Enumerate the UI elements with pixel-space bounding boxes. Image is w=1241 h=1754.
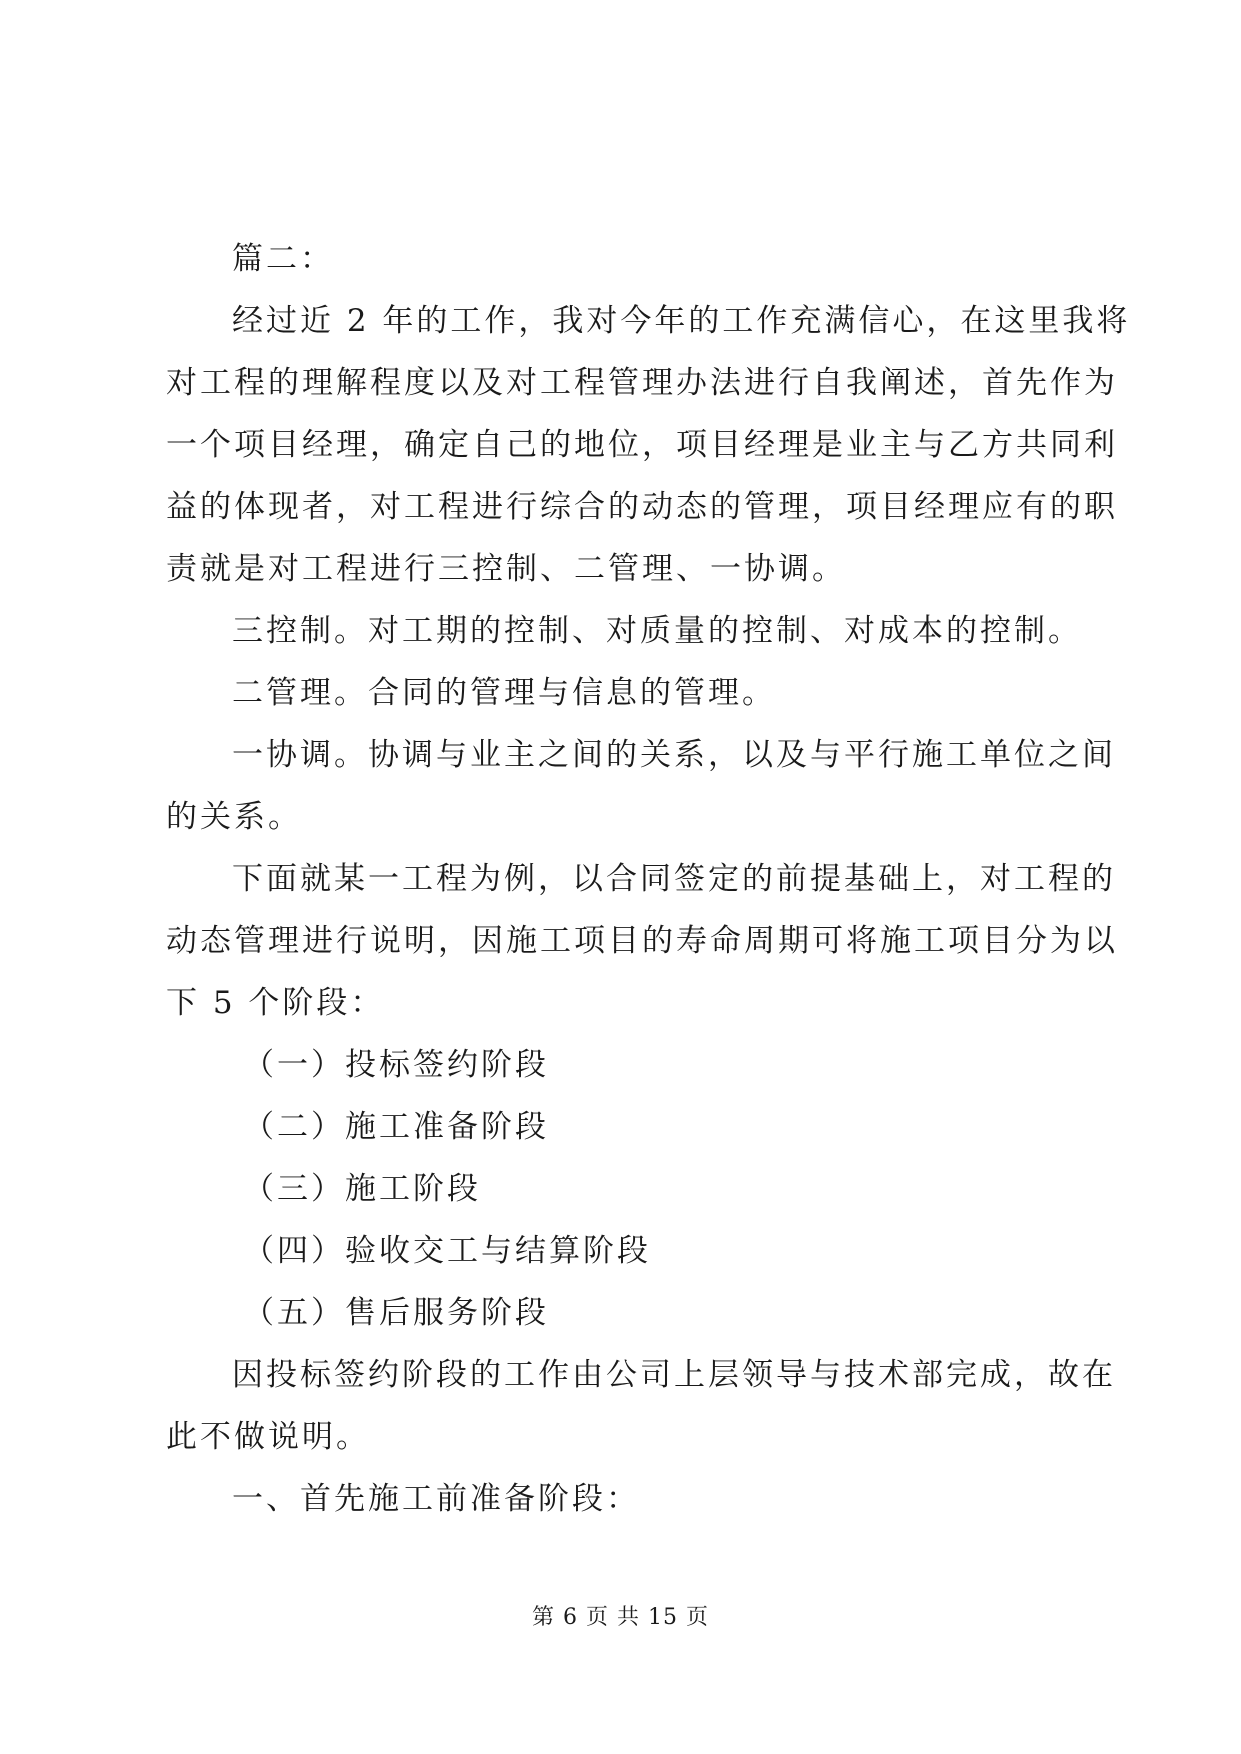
paragraph-intro — [166, 290, 1131, 600]
paragraph-line: 下面就某一工程为例，以合同签定的前提基础上，对工程的 — [232, 861, 1116, 897]
paragraph-stages-intro — [166, 848, 1118, 1034]
document-body — [166, 228, 1131, 1530]
paragraph-line: 此不做说明。 — [166, 1419, 370, 1455]
paragraph-three-controls: 三控制。对工期的控制、对质量的控制、对成本的控制。 — [232, 613, 1082, 649]
paragraph-line: 下 5 个阶段： — [166, 985, 385, 1021]
paragraph-line: 对工程的理解程度以及对工程管理办法进行自我阐述，首先作为 — [166, 365, 1118, 401]
paragraph-line: 一个项目经理，确定自己的地位，项目经理是业主与乙方共同利 — [166, 427, 1118, 463]
stage-list-item: （三）施工阶段 — [243, 1171, 481, 1207]
stage-list — [166, 1034, 1086, 1344]
paragraph-line: 因投标签约阶段的工作由公司上层领导与技术部完成，故在 — [232, 1357, 1116, 1393]
page-number-footer: 第 6 页 共 15 页 — [532, 1605, 709, 1630]
stage-list-item: （二）施工准备阶段 — [243, 1109, 549, 1145]
stage-list-item: （五）售后服务阶段 — [243, 1295, 549, 1331]
stage-list-item: （四）验收交工与结算阶段 — [243, 1233, 651, 1269]
paragraph-line: 责就是对工程进行三控制、二管理、一协调。 — [166, 551, 846, 587]
paragraph-one-coordination — [166, 724, 1116, 848]
paragraph-line: 动态管理进行说明，因施工项目的寿命周期可将施工项目分为以 — [166, 923, 1118, 959]
stage-list-item: （一）投标签约阶段 — [243, 1047, 549, 1083]
section-heading: 篇二： — [232, 241, 334, 277]
paragraph-two-managements: 二管理。合同的管理与信息的管理。 — [232, 675, 776, 711]
paragraph-line: 经过近 2 年的工作，我对今年的工作充满信心，在这里我将 — [232, 303, 1131, 339]
paragraph-line: 益的体现者，对工程进行综合的动态的管理，项目经理应有的职 — [166, 489, 1118, 525]
section-subheading: 一、首先施工前准备阶段： — [232, 1481, 640, 1517]
paragraph-bidding-note — [166, 1344, 1116, 1468]
paragraph-line: 一协调。协调与业主之间的关系，以及与平行施工单位之间 — [232, 737, 1116, 773]
paragraph-line: 的关系。 — [166, 799, 302, 835]
